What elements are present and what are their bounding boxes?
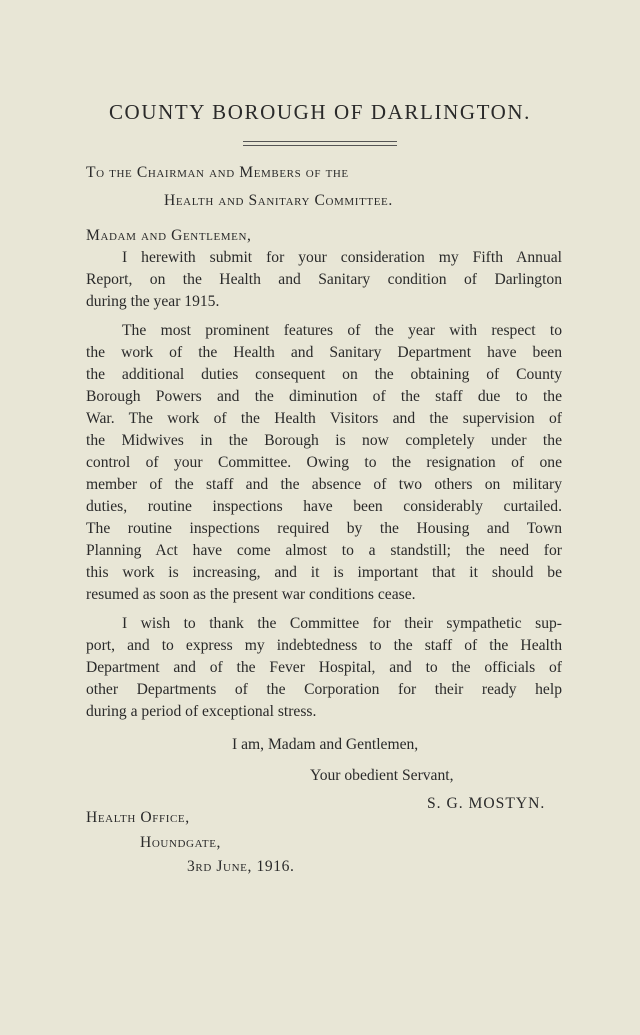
para3-line: port, and to express my indebtedness to the staff of the Health (86, 637, 562, 654)
para2-line: member of the staff and the absence of two others on military (86, 476, 562, 493)
para1-line: Report, on the Health and Sanitary condition of Darlington (86, 271, 562, 288)
para2-line: the additional duties consequent on the obtaining of County (86, 366, 562, 383)
para1-line: during the year 1915. (86, 293, 220, 310)
para3-line: other Departments of the Corporation for their ready help (86, 681, 562, 698)
para2-line: The most prominent features of the year with respect to (122, 322, 562, 339)
para3-line: Department and of the Fever Hospital, and to the officials of (86, 659, 562, 676)
page-title: COUNTY BOROUGH OF DARLINGTON. (108, 100, 532, 124)
para1-line: I herewith submit for your consideration my Fifth Annual (122, 249, 562, 266)
para2-line: Borough Powers and the diminution of the staff due to the (86, 388, 562, 405)
signature: S. G. MOSTYN. (427, 795, 546, 812)
para2-line: the work of the Health and Sanitary Department have been (86, 344, 562, 361)
origin-office: Health Office, (86, 809, 190, 826)
title-rule-lower (243, 145, 397, 146)
address-line-2: Health and Sanitary Committee. (164, 192, 393, 209)
closing-line: I am, Madam and Gentlemen, (232, 736, 419, 753)
para2-line: The routine inspections required by the Housing and Town (86, 520, 562, 537)
para2-line: the Midwives in the Borough is now completely under the (86, 432, 562, 449)
origin-street: Houndgate, (140, 834, 222, 851)
para3-line: during a period of exceptional stress. (86, 703, 317, 720)
closing-servant: Your obedient Servant, (310, 767, 454, 784)
title-rule-upper (243, 141, 397, 142)
origin-date: 3rd June, 1916. (187, 858, 295, 875)
para2-line: this work is increasing, and it is important that it should be (86, 564, 562, 581)
para2-line: War. The work of the Health Visitors and the supervision of (86, 410, 562, 427)
para2-line: resumed as soon as the present war conditions cease. (86, 586, 416, 603)
address-line-1: To the Chairman and Members of the (86, 164, 349, 181)
para2-line: control of your Committee. Owing to the resignation of one (86, 454, 562, 471)
para3-line: I wish to thank the Committee for their sympathetic sup- (122, 615, 562, 632)
para2-line: duties, routine inspections have been considerably curtailed. (86, 498, 562, 515)
para2-line: Planning Act have come almost to a standstill; the need for (86, 542, 562, 559)
salutation: Madam and Gentlemen, (86, 227, 252, 244)
